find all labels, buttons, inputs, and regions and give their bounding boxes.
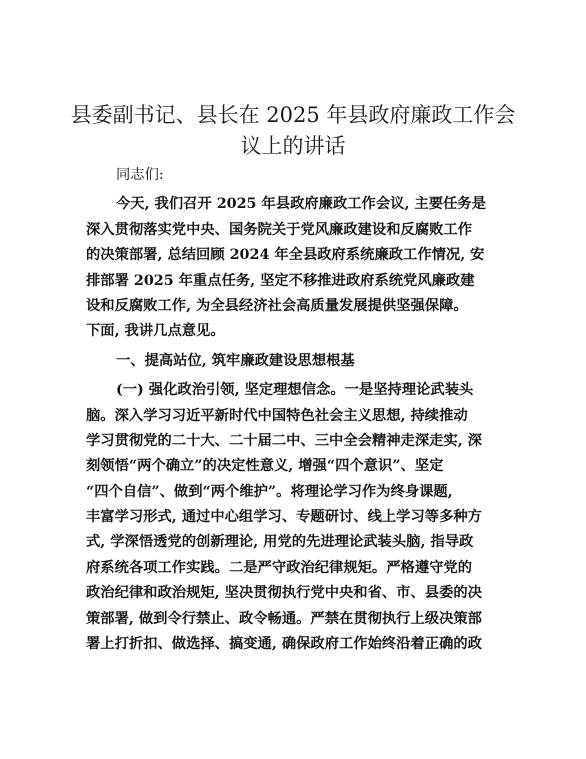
paragraph-line: (一) 强化政治引领, 坚定理想信念。一是坚持理论武装头 [116,382,474,399]
paragraph-line: 设和反腐败工作, 为全县经济社会高质量发展提供坚强保障。 [86,297,468,314]
paragraph-intro [86,192,506,344]
paragraph-line: 刻领悟“两个确立”的决定性意义, 增强“四个意识”、坚定 [86,458,444,475]
paragraph-line: 脑。深入学习习近平新时代中国特色社会主义思想, 持续推动 [86,407,468,424]
paragraph-line: 深入贯彻落实党中央、国务院关于党风廉政建设和反腐败工作 [86,221,473,238]
paragraph-line: 府系统各项工作实践。二是严守政治纪律规矩。严格遵守党的 [86,559,473,576]
title-line: 议上的讲话 [240,134,346,158]
paragraph-line: 署上打折扣、做选择、搞变通, 确保政府工作始终沿着正确的政 [86,636,482,653]
paragraph-line: 式, 学深悟透党的创新理论, 用党的先进理论武装头脑, 指导政 [86,534,474,551]
paragraph-section-1 [86,378,506,657]
paragraph-line: 今天, 我们召开 2025 年县政府廉政工作会议, 主要任务是 [116,196,486,213]
document-title [70,100,516,162]
paragraph-line: 丰富学习形式, 通过中心组学习、专题研讨、线上学习等多种方 [86,509,482,526]
paragraph-line: “四个自信”、做到“两个维护”。将理论学习作为终身课题, [86,483,453,500]
document-body [86,163,506,657]
section-heading: 一、提高站位, 筑牢廉政建设思想根基 [116,352,355,369]
paragraph-line: 的决策部署, 总结回顾 2024 年全县政府系统廉政工作情况, 安 [86,247,485,264]
paragraph-line: 策部署, 做到令行禁止、政令畅通。严禁在贯彻执行上级决策部 [86,610,482,627]
paragraph-line: 学习贯彻党的二十大、二十届二中、三中全会精神走深走实, 深 [86,432,482,449]
salutation: 同志们: [116,167,164,183]
paragraph-line: 排部署 2025 年重点任务, 坚定不移推进政府系统党风廉政建 [86,272,475,289]
paragraph-line: 政治纪律和政治规矩, 坚决贯彻执行党中央和省、市、县委的决 [86,585,482,602]
title-line: 县委副书记、县长在 2025 年县政府廉政工作会 [70,103,516,127]
paragraph-line: 下面, 我讲几点意见。 [86,323,225,340]
